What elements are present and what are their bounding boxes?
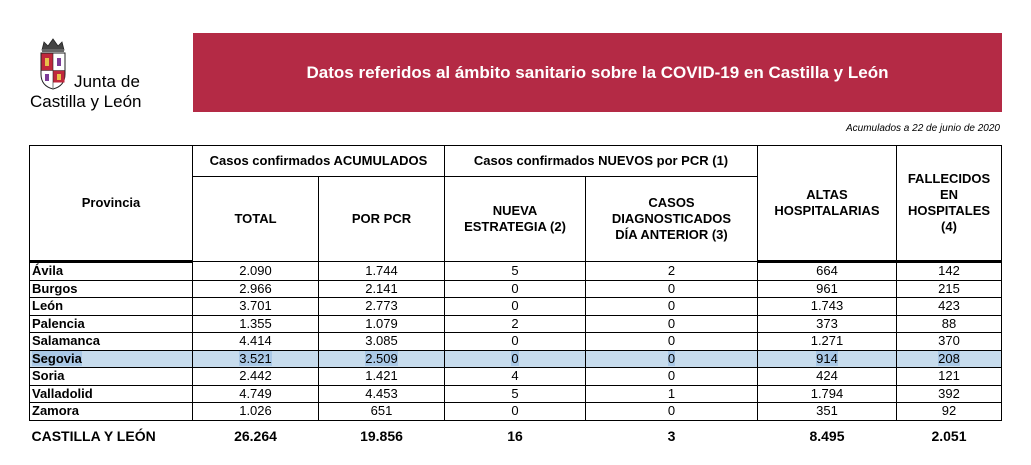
cell-nueva-estrategia [445,385,586,403]
cell-value: 5 [511,262,519,278]
logo-name-line1: Junta de [74,72,141,91]
cell-nueva-estrategia [445,333,586,351]
cell-value: 0 [667,333,676,349]
cell-value: Palencia [32,315,85,331]
cell-value: Segovia [32,350,82,366]
cell-fallecidos [897,403,1002,421]
cell-value: 2 [667,262,676,278]
header-por-pcr: POR PCR [319,177,445,262]
cell-value: 1.355 [239,315,272,331]
cell-por-pcr [319,315,445,333]
cell-altas [758,280,897,298]
cell-provincia [30,368,193,386]
cell-value: 2.090 [239,262,272,278]
cell-nueva-estrategia [445,298,586,316]
cell-value: 1.743 [810,298,844,314]
cell-por-pcr [319,403,445,421]
cell-total [193,350,319,368]
cell-provincia [30,262,193,281]
cell-value: Soria [32,368,65,384]
cell-nueva-estrategia [445,262,586,281]
cell-total [193,385,319,403]
header-casos-dia-anterior [586,177,758,262]
cell-value: Valladolid [32,385,93,401]
cell-por-pcr [319,280,445,298]
cell-value: 4.453 [365,385,398,401]
header-provincia: Provincia [30,146,193,262]
cell-casos-dia-anterior [586,403,758,421]
total-fallecidos: 2.051 [931,427,967,444]
cell-fallecidos [897,385,1002,403]
cell-value: 208 [938,350,960,366]
cell-value: 424 [816,368,838,384]
cell-total [193,368,319,386]
cell-nueva-estrategia [445,350,586,368]
cell-altas [758,298,897,316]
header-total: TOTAL [193,177,319,262]
total-provincia: CASTILLA Y LEÓN [31,427,156,444]
cell-value: León [32,298,64,314]
cell-altas [758,368,897,386]
cell-altas [758,385,897,403]
cell-value: 0 [667,350,676,366]
header-casos-line1: CASOS [648,195,695,210]
table-body [30,262,1002,447]
table-row [30,315,1002,333]
table-row [30,350,1002,368]
cell-value: 3.701 [239,298,272,314]
cell-value: 370 [938,333,960,349]
cell-provincia [30,403,193,421]
cell-por-pcr [319,350,445,368]
cell-value: Zamora [32,403,79,419]
cell-value: 664 [816,263,838,279]
header-altas-line2: HOSPITALARIAS [774,203,880,218]
table-row [30,403,1002,421]
cell-value: 215 [938,280,960,296]
cell-por-pcr [319,385,445,403]
cell-value: 2.773 [365,298,398,314]
cell-value: 1 [667,385,676,401]
cell-value: 92 [941,403,957,419]
cell-value: 4 [511,368,519,384]
cell-value: 0 [667,368,676,384]
cell-fallecidos [897,333,1002,351]
cell-total [193,403,319,421]
cell-value: Burgos [32,280,78,296]
header-altas-line1: ALTAS [806,187,848,202]
cell-provincia [30,350,193,368]
cell-value: 1.026 [239,403,272,419]
cell-value: 121 [938,368,960,384]
cell-casos-dia-anterior [586,298,758,316]
cell-value: 1.421 [365,368,398,384]
cell-por-pcr [319,368,445,386]
cell-altas [758,315,897,333]
cell-nueva-estrategia [445,368,586,386]
cell-provincia [30,298,193,316]
cell-value: 0 [667,315,676,331]
cell-casos-dia-anterior [586,262,758,281]
cell-value: 2 [511,315,519,331]
cell-por-pcr [319,298,445,316]
total-altas: 8.495 [809,427,845,444]
cell-fallecidos [897,350,1002,368]
cell-value: 0 [511,333,519,349]
cell-value: 0 [511,298,519,314]
cell-value: 1.079 [365,315,398,331]
header-fall-line2: EN [939,187,959,202]
cell-value: 961 [816,280,838,296]
cell-total [193,280,319,298]
table-row [30,262,1002,281]
cell-value: 1.744 [365,262,398,278]
cell-value: 0 [511,280,519,296]
title-banner [193,33,1002,112]
cell-value: 0 [667,280,676,296]
cell-total [193,333,319,351]
cell-value: 1.794 [810,385,844,401]
cell-nueva-estrategia [445,315,586,333]
cell-fallecidos [897,280,1002,298]
cell-value: 88 [941,315,957,331]
cell-casos-dia-anterior [586,350,758,368]
cell-value: 0 [667,403,676,419]
header-group-nuevos: Casos confirmados NUEVOS por PCR (1) [445,146,758,177]
total-por-pcr: 19.856 [360,427,403,444]
cell-provincia [30,385,193,403]
table-row [30,280,1002,298]
header-fall-line4: (4) [941,219,957,234]
coat-of-arms-icon [38,36,68,90]
cell-nueva-estrategia [445,280,586,298]
cell-casos-dia-anterior [586,368,758,386]
cell-altas [758,333,897,351]
header-group-row [30,146,1002,177]
page-title: Datos referidos al ámbito sanitario sobre la COVID-19 en Castilla y León [306,62,889,82]
cell-value: 651 [370,403,393,419]
cell-value: Ávila [32,263,64,279]
header-fallecidos [897,146,1002,262]
cell-value: 423 [938,298,960,314]
cell-value: 0 [667,298,676,314]
table-row [30,385,1002,403]
cell-casos-dia-anterior [586,333,758,351]
cell-casos-dia-anterior [586,280,758,298]
total-casos-dia-anterior: 3 [667,427,676,444]
cell-por-pcr [319,262,445,281]
cell-provincia [30,333,193,351]
cell-value: 2.966 [239,280,272,296]
cell-value: 0 [511,403,519,419]
cell-value: 4.414 [239,333,272,349]
total-nueva-estrategia: 16 [507,427,523,444]
cell-fallecidos [897,262,1002,281]
logo-name-line2: Castilla y León [30,92,142,111]
cell-total [193,262,319,281]
cell-casos-dia-anterior [586,315,758,333]
junta-logo [30,36,170,116]
cell-value: 3.521 [239,350,272,366]
update-date: Acumulados a 22 de junio de 2020 [845,123,1000,134]
covid-data-table [29,145,1002,447]
cell-total [193,315,319,333]
table-row [30,333,1002,351]
header-altas [758,146,897,262]
cell-value: 3.085 [365,333,398,349]
header-casos-line3: DÍA ANTERIOR (3) [615,227,728,242]
table-row [30,368,1002,386]
total-total: 26.264 [234,427,277,444]
cell-value: 5 [511,385,519,401]
cell-value: 2.442 [239,368,272,384]
cell-nueva-estrategia [445,403,586,421]
header-group-acumulados: Casos confirmados ACUMULADOS [193,146,445,177]
cell-value: Salamanca [32,333,100,349]
cell-altas [758,350,897,368]
cell-value: 2.141 [365,280,398,296]
cell-por-pcr [319,333,445,351]
cell-value: 914 [816,350,838,366]
cell-value: 2.509 [365,350,398,366]
cell-provincia [30,280,193,298]
cell-value: 351 [816,403,838,419]
cell-value: 392 [938,385,960,401]
header-nueva-line2: ESTRATEGIA (2) [464,219,566,234]
header-fall-line3: HOSPITALES [907,203,991,218]
header-fall-line1: FALLECIDOS [907,171,991,186]
cell-fallecidos [897,368,1002,386]
header-nueva-estrategia [445,177,586,262]
header-casos-line2: DIAGNOSTICADOS [611,211,732,226]
cell-value: 142 [938,263,960,279]
cell-casos-dia-anterior [586,385,758,403]
header-nueva-line1: NUEVA [492,203,538,218]
cell-altas [758,403,897,421]
cell-value: 373 [816,315,838,331]
total-row [30,425,1002,447]
cell-provincia [30,315,193,333]
cell-value: 0 [511,350,519,366]
cell-fallecidos [897,315,1002,333]
cell-value: 1.271 [810,333,844,349]
cell-altas [758,262,897,281]
cell-total [193,298,319,316]
cell-value: 4.749 [239,385,272,401]
cell-fallecidos [897,298,1002,316]
table-row [30,298,1002,316]
